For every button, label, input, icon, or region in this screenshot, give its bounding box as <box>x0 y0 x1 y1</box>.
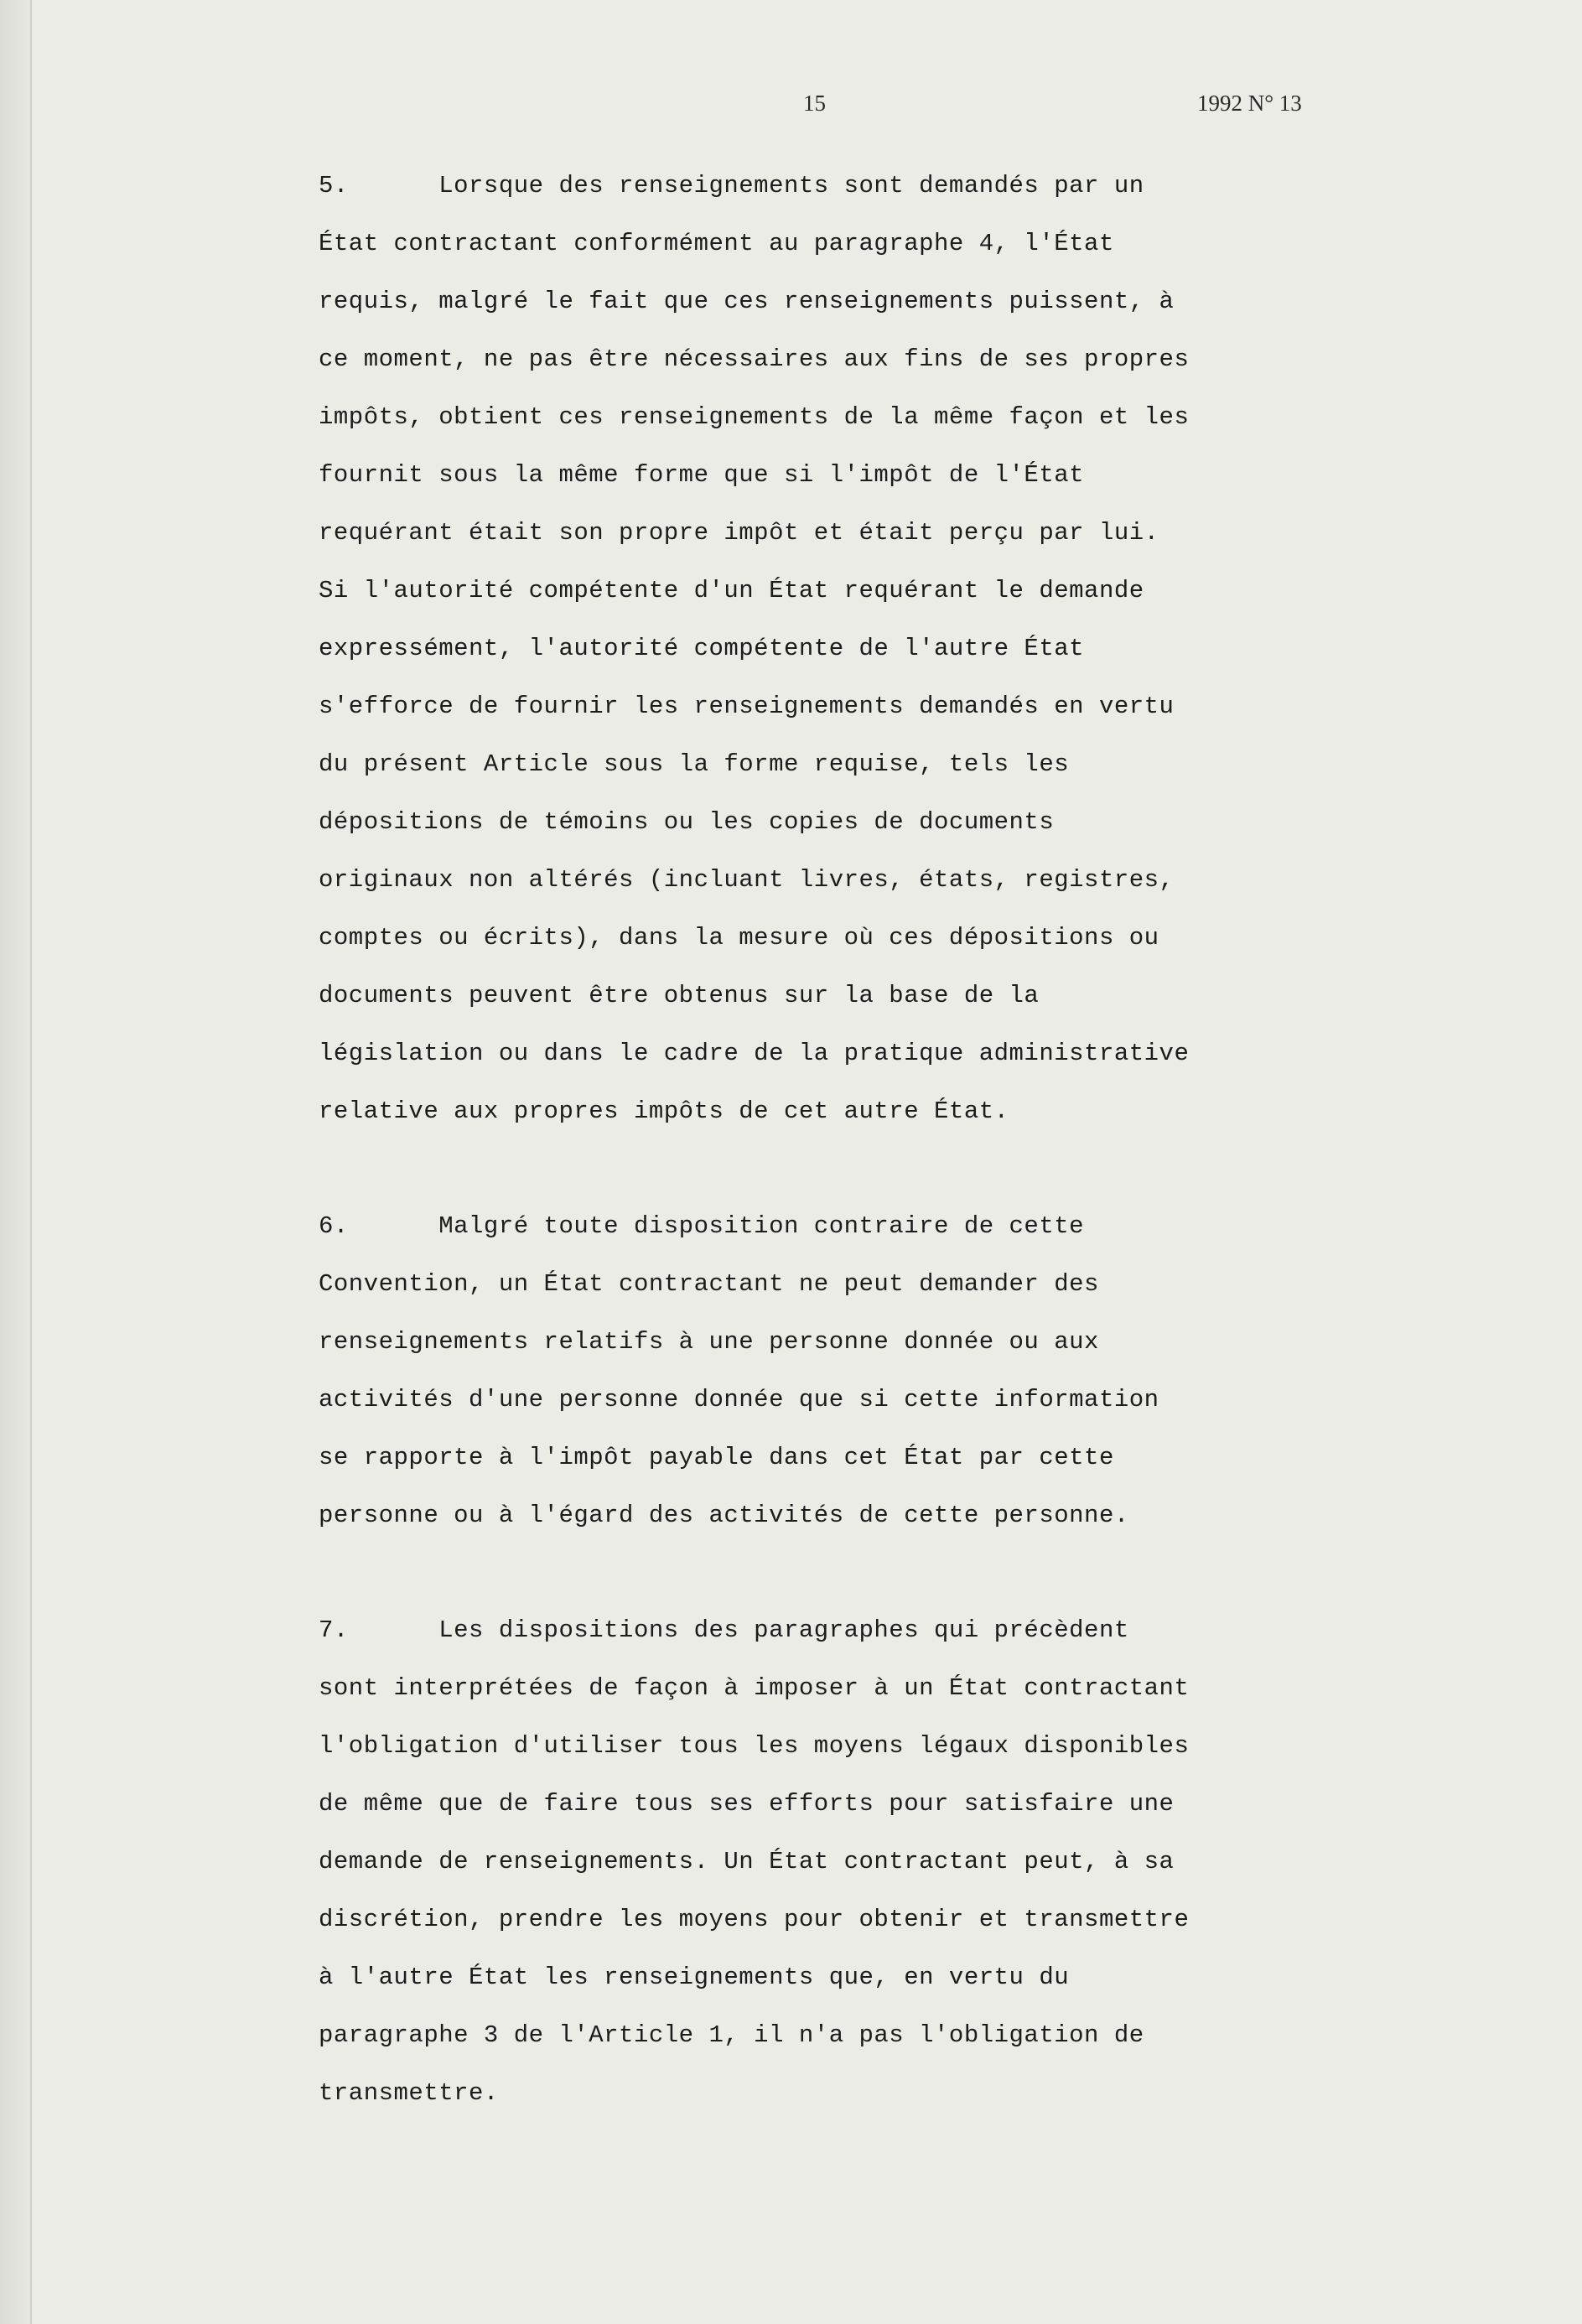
text-line: se rapporte à l'impôt payable dans cet État par cette <box>319 1444 1114 1471</box>
text-line: Si l'autorité compétente d'un État requérant le demande <box>319 577 1144 604</box>
paragraph-6 <box>319 1197 1325 1544</box>
document-page <box>32 0 1582 2324</box>
text-line: Convention, un État contractant ne peut demander des <box>319 1270 1099 1298</box>
text-line: documents peuvent être obtenus sur la base de la <box>319 982 1040 1009</box>
text-line: à l'autre État les renseignements que, en vertu du <box>319 1963 1070 1991</box>
text-line: législation ou dans le cadre de la pratique administrative <box>319 1040 1190 1067</box>
text-line: relative aux propres impôts de cet autre État. <box>319 1097 1009 1125</box>
text-line: du présent Article sous la forme requise, tels les <box>319 750 1070 778</box>
text-line: 5. Lorsque des renseignements sont demandés par un <box>319 172 1144 200</box>
text-line: dépositions de témoins ou les copies de documents <box>319 808 1055 836</box>
text-line: originaux non altérés (incluant livres, états, registres, <box>319 866 1175 894</box>
text-line: paragraphe 3 de l'Article 1, il n'a pas l'obligation de <box>319 2021 1144 2049</box>
text-line: activités d'une personne donnée que si cette information <box>319 1386 1159 1414</box>
text-line: expressément, l'autorité compétente de l'autre État <box>319 635 1085 662</box>
text-line: comptes ou écrits), dans la mesure où ces dépositions ou <box>319 924 1159 952</box>
text-line: ce moment, ne pas être nécessaires aux fins de ses propres <box>319 345 1190 373</box>
paragraph-7 <box>319 1601 1325 2122</box>
text-line: discrétion, prendre les moyens pour obtenir et transmettre <box>319 1906 1190 1933</box>
text-line: État contractant conformément au paragraphe 4, l'État <box>319 230 1114 257</box>
text-line: requérant était son propre impôt et était perçu par lui. <box>319 519 1159 547</box>
text-line: de même que de faire tous ses efforts pour satisfaire une <box>319 1790 1175 1818</box>
text-line: s'efforce de fournir les renseignements demandés en vertu <box>319 693 1175 720</box>
paragraph-5 <box>319 157 1325 1140</box>
text-line: fournit sous la même forme que si l'impôt de l'État <box>319 461 1085 489</box>
text-line: sont interprétées de façon à imposer à un État contractant <box>319 1674 1190 1702</box>
page-number: 15 <box>803 91 826 116</box>
document-reference: 1992 N° 13 <box>1197 91 1302 116</box>
text-line: 6. Malgré toute disposition contraire de cette <box>319 1212 1085 1240</box>
text-line: impôts, obtient ces renseignements de la même façon et les <box>319 403 1190 431</box>
text-line: 7. Les dispositions des paragraphes qui précèdent <box>319 1616 1129 1644</box>
text-line: personne ou à l'égard des activités de cette personne. <box>319 1502 1129 1529</box>
text-line: demande de renseignements. Un État contractant peut, à sa <box>319 1848 1175 1875</box>
page-gutter <box>0 0 32 2324</box>
text-line: requis, malgré le fait que ces renseignements puissent, à <box>319 288 1175 315</box>
text-line: renseignements relatifs à une personne donnée ou aux <box>319 1328 1099 1356</box>
text-line: l'obligation d'utiliser tous les moyens légaux disponibles <box>319 1732 1190 1760</box>
text-line: transmettre. <box>319 2079 499 2107</box>
